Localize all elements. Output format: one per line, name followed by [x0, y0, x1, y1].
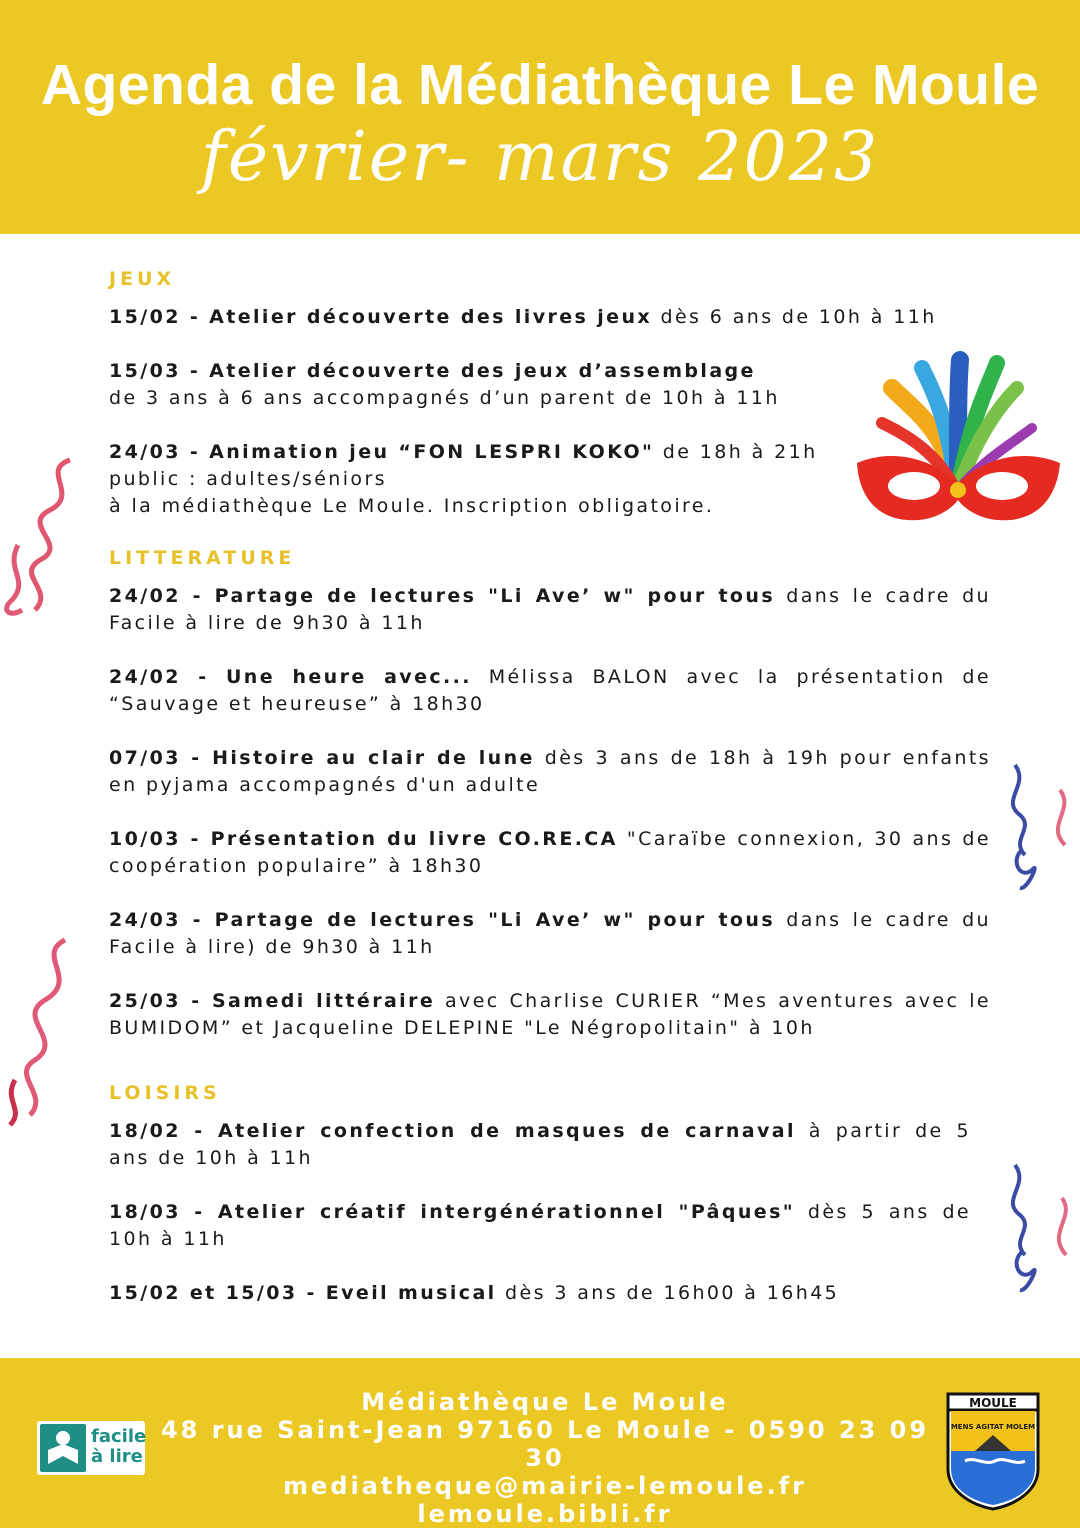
event-item	[109, 358, 991, 412]
streamer-icon	[0, 450, 90, 620]
library-name: Médiathèque Le Moule	[361, 1388, 729, 1416]
event-details: Mélissa BALON avec la présentation de “Sauvage et heureuse” à 18h30	[109, 666, 991, 715]
event-item	[109, 1118, 971, 1172]
event-location: à la médiathèque Le Moule. Inscription obligatoire.	[109, 495, 715, 517]
streamer-icon	[1000, 760, 1080, 900]
section-title: JEUX	[109, 268, 176, 290]
streamer-icon	[0, 930, 90, 1130]
event-title: 15/03 - Atelier découverte des jeux d’assemblage	[109, 360, 756, 382]
event-title: 24/03 - Animation jeu “FON LESPRI KOKO"	[109, 441, 655, 463]
reader-icon	[40, 1424, 86, 1472]
event-item	[109, 826, 991, 880]
section-jeux	[109, 268, 991, 520]
header-banner	[0, 0, 1080, 234]
le-moule-crest	[945, 1391, 1041, 1511]
event-details: "Caraïbe connexion, 30 ans de coopération populaire” à 18h30	[109, 828, 991, 877]
page-title: Agenda de la Médiathèque Le Moule	[40, 53, 1040, 117]
event-details: dans le cadre du Facile à lire de 9h30 à 11h	[109, 585, 991, 634]
event-title: 07/03 - Histoire au clair de lune	[109, 747, 535, 769]
section-litterature	[109, 547, 991, 1042]
event-details: avec Charlise CURIER “Mes aventures avec le BUMIDOM” et Jacqueline DELEPINE "Le Négropolitain" à 10h	[109, 990, 992, 1039]
event-title: 18/03 - Atelier créatif intergénérationnel "Pâques"	[109, 1201, 796, 1223]
crest-motto: MENS AGITAT MOLEM	[950, 1423, 1036, 1431]
event-title: 25/03 - Samedi littéraire	[109, 990, 436, 1012]
event-title: 24/02 - Partage de lectures "Li Ave’ w" pour tous	[109, 585, 776, 607]
footer-banner	[0, 1358, 1080, 1528]
event-title: 15/02 - Atelier découverte des livres jeux	[109, 306, 653, 328]
event-details: de 3 ans à 6 ans accompagnés d’un parent de 10h à 11h	[109, 387, 780, 409]
agenda-content	[109, 268, 991, 1334]
event-title: 10/03 - Présentation du livre CO.RE.CA	[109, 828, 618, 850]
crest-title: MOULE	[969, 1396, 1017, 1410]
section-title: LOISIRS	[109, 1082, 221, 1104]
event-item	[109, 583, 991, 637]
event-item	[109, 304, 991, 331]
library-email[interactable]: mediatheque@mairie-lemoule.fr	[283, 1472, 807, 1500]
event-item	[109, 439, 829, 520]
event-details: dès 5 ans de 10h à 11h	[109, 1201, 971, 1250]
event-title: 18/02 - Atelier confection de masques de carnaval	[109, 1120, 796, 1142]
event-item	[109, 988, 991, 1042]
library-website[interactable]: lemoule.bibli.fr	[417, 1500, 673, 1528]
section-title: LITTERATURE	[109, 547, 296, 569]
event-details: dans le cadre du Facile à lire) de 9h30 à 11h	[109, 909, 991, 958]
library-address: 48 rue Saint-Jean 97160 Le Moule - 0590 23 09 30	[160, 1416, 930, 1472]
event-details: dès 6 ans de 10h à 11h	[652, 306, 937, 328]
event-item	[109, 664, 991, 718]
facile-logo-line1: facile	[91, 1426, 147, 1447]
event-item	[109, 745, 991, 799]
event-title: 15/02 et 15/03 - Eveil musical	[109, 1282, 497, 1304]
contact-info	[150, 1388, 940, 1528]
event-title: 24/02 - Une heure avec...	[109, 666, 472, 688]
page-subtitle: février- mars 2023	[200, 118, 880, 197]
facile-logo-line2: à lire	[91, 1446, 143, 1467]
event-item	[109, 1280, 971, 1307]
event-title: 24/03 - Partage de lectures "Li Ave’ w" pour tous	[109, 909, 776, 931]
event-audience: public : adultes/séniors	[109, 468, 387, 490]
streamer-icon	[1000, 1160, 1080, 1300]
event-details: de 18h à 21h	[654, 441, 818, 463]
event-details: à partir de 5 ans de 10h à 11h	[109, 1120, 972, 1169]
section-loisirs	[109, 1082, 971, 1307]
event-item	[109, 907, 991, 961]
event-details: dès 3 ans de 18h à 19h pour enfants en pyjama accompagnés d'un adulte	[109, 747, 991, 796]
facile-a-lire-logo	[37, 1421, 145, 1475]
event-details: dès 3 ans de 16h00 à 16h45	[496, 1282, 840, 1304]
event-item	[109, 1199, 971, 1253]
